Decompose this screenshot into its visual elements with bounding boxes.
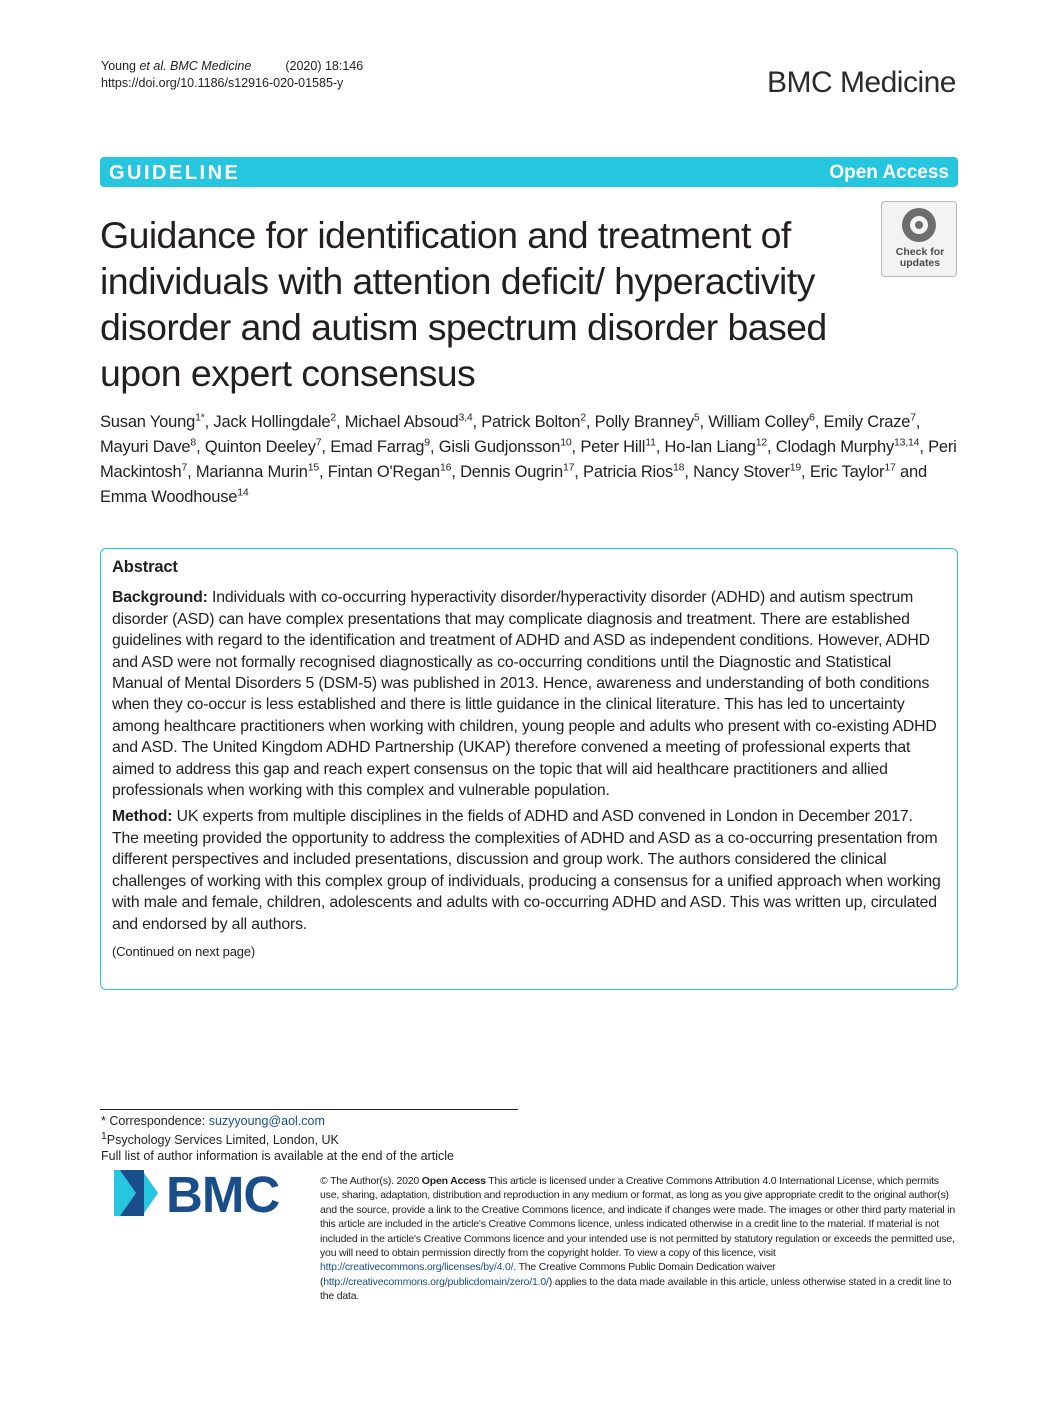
license-part-2: This article is licensed under a Creative Commons Attribution 4.0 International License, which permits use, sharing, adaptation, distribution and reproduction in any medium or format, as long as you give appropriate credit to the original author(s) and the source, provide a link to the Creative Commons licence, and indicate if changes were made. The images or other third party material in this article are included in the article's Creative Commons licence, unless indicated otherwise in a credit line to the material. If material is not included in the article's Creative Commons licence and your intended use is not permitted by statutory regulation or exceeds the permitted use, you will need to obtain permission directly from the copyright holder. To view a copy of this licence, visit (320, 1175, 955, 1260)
author-affiliation-sup: 15 (307, 461, 319, 474)
author-name: Emma Woodhouse (100, 488, 238, 506)
abstract-background (112, 587, 942, 801)
author-name: Polly Branney (594, 413, 694, 431)
footnotes (101, 1113, 454, 1164)
author-name: Eric Taylor (809, 463, 885, 481)
article-type: GUIDELINE (109, 162, 241, 184)
author-name: Emily Craze (823, 413, 911, 431)
author-affiliation-sup: 18 (673, 461, 685, 474)
method-text: UK experts from multiple disciplines in the fields of ADHD and ASD convened in London in December 2017. The meeting provided the opportunity to address the complexities of ADHD and ASD as a co-occurring presentation from different perspectives and included presentations, discussion and group work. The authors considered the clinical challenges of working with this complex group of individuals, producing a consensus for a unified approach when working with male and female, children, adolescents and adults with co-occurring ADHD and ASD. This was written up, circulated and endorsed by all authors. (112, 808, 941, 933)
author-name: Marianna Murin (195, 463, 308, 481)
badge-line-1: Check for (895, 246, 945, 258)
author-affiliation-sup: 5 (693, 411, 700, 424)
correspondence-email[interactable]: suzyyoung@aol.com (208, 1114, 325, 1128)
author-affiliation-sup: 8 (190, 436, 197, 449)
author-affiliation-sup: 3,4 (458, 411, 473, 424)
badge-line-2: updates (899, 257, 941, 269)
author-affiliation-sup: 2 (330, 411, 336, 424)
author-affiliation-sup: 2 (580, 411, 586, 424)
open-access-label: Open Access (829, 162, 949, 183)
affiliation: Psychology Services Limited, London, UK (106, 1133, 339, 1148)
author-affiliation-sup: 7 (315, 436, 322, 449)
background-text: Individuals with co-occurring hyperactivity disorder/hyperactivity disorder (ADHD) and autism spectrum disorder (ASD) can have complex presentations that may complicate diagnosis and treatment. There are established guidelines with regard to the identification and treatment of ADHD and ASD as independent conditions. However, ADHD and ASD were not formally recognised diagnostically as co-occurring conditions until the Diagnostic and Statistical Manual of Mental Disorders 5 (DSM-5) was published in 2013. Hence, awareness and understanding of both conditions when they co-occur is less established and there is little guidance in the clinical literature. This has led to uncertainty among healthcare practitioners when working with children, young people and adults who present with co-existing ADHD and ASD. The United Kingdom ADHD Partnership (UKAP) therefore convened a meeting of professional experts that aimed to address this gap and reach expert consensus on the topic that will aid healthcare practitioners and allied professionals when working with this complex and vulnerable population. (112, 589, 937, 800)
abstract-box (100, 548, 958, 990)
author-name: Gisli Gudjonsson (438, 438, 561, 456)
check-for-updates-badge[interactable] (881, 201, 957, 277)
footnote-rule (100, 1109, 518, 1110)
author-name: Ho-lan Liang (664, 438, 756, 456)
license-part-4: ) applies to the data made available in this article, unless otherwise stated in a credit line to the data. (320, 1275, 952, 1303)
journal-brand: BMC Medicine (766, 66, 956, 99)
author-name: Peter Hill (580, 438, 646, 456)
author-name: Dennis Ougrin (460, 463, 563, 481)
author-name: Quinton Deeley (204, 438, 316, 456)
license-open-access: Open Access (421, 1175, 486, 1187)
license-part-3: . The Creative Commons Public Domain Dedication waiver ( (320, 1261, 776, 1288)
bmc-logo (114, 1168, 298, 1218)
abstract-method (112, 806, 942, 934)
author-name: Clodagh Murphy (775, 438, 895, 456)
citation-journal: et al. BMC Medicine (139, 59, 252, 73)
author-name: Patricia Rios (583, 463, 674, 481)
author-name: William Colley (708, 413, 810, 431)
citation-author: Young (101, 59, 140, 73)
author-affiliation-sup: 13,14 (894, 436, 920, 449)
author-name: Jack Hollingdale (213, 413, 331, 431)
license-link-cc-by[interactable]: http://creativecommons.org/licenses/by/4.0/ (320, 1261, 514, 1274)
author-affiliation-sup: 14 (237, 486, 249, 499)
correspondence-label: * Correspondence: (101, 1114, 209, 1128)
author-name: Susan Young (100, 413, 196, 431)
author-list: Susan Young$^{1*}$, Jack Hollingdale$^2$, Michael Absoud$^{3,4}$, Patrick Bolton$^2$, Polly Branney$^5$, William Colley$^6$, Emily Craze$^7$, Mayuri Dave$^8$, Quinton Deeley$^7$, Emad Farrag$^9$, Gisli Gudjonsson$^{10}$, Peter Hill$^{11}$, Ho-lan Liang$^{12}$, Clodagh Murphy$^{13,14}$, Peri Mackintosh$^7$, Marianna Murin$^{15}$, Fintan O'Regan$^{16}$, Dennis Ougrin$^{17}$, Patricia Rios$^{18}$, Nancy Stover$^{19}$, Eric Taylor$^{17}$ and Emma Woodhouse$^{14}$ (100, 411, 957, 506)
author-name: Nancy Stover (693, 463, 790, 481)
author-name: Fintan O'Regan (327, 463, 441, 481)
license-link-cc0[interactable]: http://creativecommons.org/publicdomain/zero/1.0/ (323, 1275, 549, 1288)
author-affiliation-sup: 16 (440, 461, 452, 474)
citation-header (101, 58, 363, 92)
author-affiliation-sup: 19 (789, 461, 802, 474)
citation-year: (2020) 18:146 (285, 59, 364, 73)
author-affiliation-sup: 17 (562, 461, 575, 474)
license-text (320, 1174, 960, 1304)
full-author-info-note: Full list of author information is available at the end of the article (101, 1149, 454, 1164)
continued-note: (Continued on next page) (112, 943, 256, 959)
author-name: Emad Farrag (330, 438, 425, 456)
method-label: Method: (112, 808, 173, 826)
affiliation-sup: 1 (101, 1131, 107, 1142)
license-part-1: © The Author(s). 2020 (320, 1175, 422, 1187)
author-name: Michael Absoud (344, 413, 459, 431)
author-name: Mayuri Dave (100, 438, 191, 456)
author-affiliation-sup: 9 (424, 436, 430, 449)
background-label: Background: (112, 589, 208, 607)
bmc-logo-text: BMC (166, 1168, 280, 1218)
author-affiliation-sup: 1* (195, 411, 205, 424)
article-title: Guidance for identification and treatment of individuals with attention deficit/ hyperactivity disorder and autism spectrum disorder based upon expert consensus (100, 214, 827, 394)
crossmark-icon (902, 208, 936, 242)
abstract-heading: Abstract (112, 558, 178, 576)
article-type-banner (100, 157, 958, 187)
author-affiliation-sup: 11 (645, 436, 656, 449)
author-affiliation-sup: 7 (181, 461, 188, 474)
author-affiliation-sup: 17 (884, 461, 896, 474)
author-name: Patrick Bolton (481, 413, 581, 431)
author-affiliation-sup: 6 (809, 411, 815, 424)
author-affiliation-sup: 10 (560, 436, 572, 449)
author-affiliation-sup: 7 (910, 411, 916, 424)
author-name: Peri Mackintosh (100, 438, 957, 481)
doi-link[interactable]: https://doi.org/10.1186/s12916-020-01585-y (101, 76, 344, 90)
author-affiliation-sup: 12 (755, 436, 767, 449)
